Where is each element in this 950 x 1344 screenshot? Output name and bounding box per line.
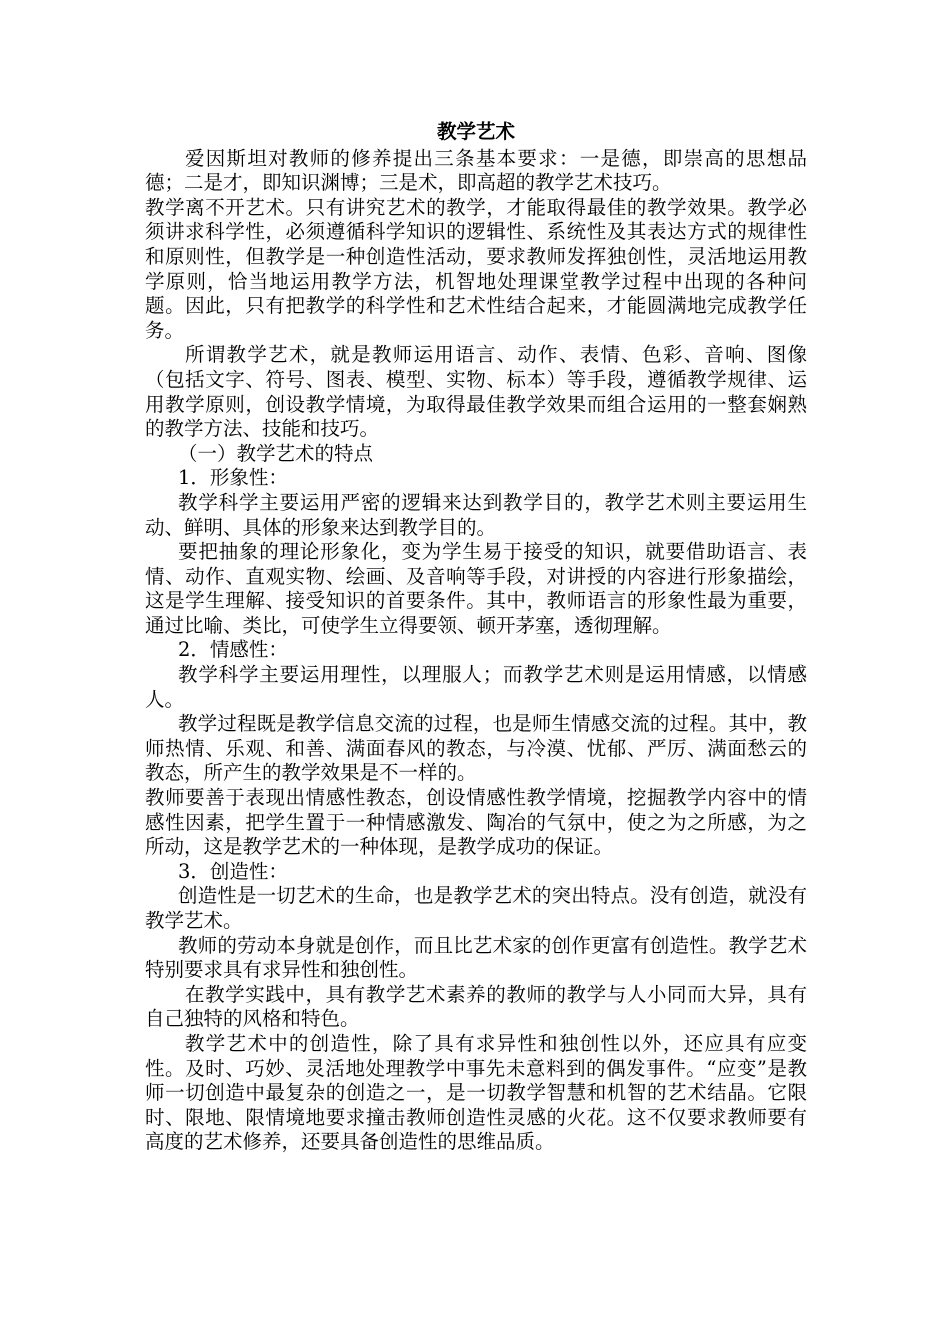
paragraph-definition: 所谓教学艺术，就是教师运用语言、动作、表情、色彩、音响、图像（包括文字、符号、图表、模型、实物、标本）等手段，遵循教学规律、运用教学原则，创设教学情境，为取得最佳教学效果而组合运用的一整套娴熟的教学方法、技能和技巧。 <box>145 343 807 441</box>
paragraph-emotion-3: 教师要善于表现出情感性教态，创设情感性教学情境，挖掘教学内容中的情感性因素，把学生置于一种情感激发、陶冶的气氛中，使之为之所感，为之所动，这是教学艺术的一种体现，是教学成功的保证。 <box>145 786 807 859</box>
paragraph-creativity-2: 教师的劳动本身就是创作，而且比艺术家的创作更富有创造性。教学艺术特别要求具有求异性和独创性。 <box>145 933 807 982</box>
paragraph-creativity-3: 在教学实践中，具有教学艺术素养的教师的教学与人小同而大异，具有自己独特的风格和特色。 <box>145 982 807 1031</box>
paragraph-creativity-4: 教学艺术中的创造性，除了具有求异性和独创性以外，还应具有应变性。及时、巧妙、灵活地处理教学中事先未意料到的偶发事件。“应变”是教师一切创造中最复杂的创造之一，是一切教学智慧和机智的艺术结晶。它限时、限地、限情境地要求撞击教师创造性灵感的火花。这不仅要求教师要有高度的艺术修养，还要具备创造性的思维品质。 <box>145 1031 807 1154</box>
paragraph-imagery-1: 教学科学主要运用严密的逻辑来达到教学目的，教学艺术则主要运用生动、鲜明、具体的形象来达到教学目的。 <box>145 490 807 539</box>
paragraph-einstein: 爱因斯坦对教师的修养提出三条基本要求：一是德，即崇高的思想品德；二是才，即知识渊博；三是术，即高超的教学艺术技巧。 <box>145 146 807 195</box>
document-title: 教学艺术 <box>436 120 515 143</box>
subheading-creativity: 3．创造性： <box>178 859 288 883</box>
subheading-emotion: 2．情感性： <box>178 638 288 662</box>
paragraph-emotion-2: 教学过程既是教学信息交流的过程，也是师生情感交流的过程。其中，教师热情、乐观、和善、满面春风的教态，与冷漠、忧郁、严厉、满面愁云的教态，所产生的教学效果是不一样的。 <box>145 712 807 785</box>
subheading-imagery: 1．形象性： <box>178 466 288 490</box>
paragraph-art-and-science: 教学离不开艺术。只有讲究艺术的教学，才能取得最佳的教学效果。教学必须讲求科学性，必须遵循科学知识的逻辑性、系统性及其表达方式的规律性和原则性，但教学是一种创造性活动，要求教师发挥独创性，灵活地运用教学原则，恰当地运用教学方法，机智地处理课堂教学过程中出现的各种问题。因此，只有把教学的科学性和艺术性结合起来，才能圆满地完成教学任务。 <box>145 195 807 342</box>
paragraph-emotion-1: 教学科学主要运用理性，以理服人；而教学艺术则是运用情感，以情感人。 <box>145 663 807 711</box>
document-page <box>145 120 807 1155</box>
paragraph-creativity-1: 创造性是一切艺术的生命，也是教学艺术的突出特点。没有创造，就没有教学艺术。 <box>145 884 807 932</box>
section-heading-features: （一）教学艺术的特点 <box>178 441 374 465</box>
paragraph-imagery-2: 要把抽象的理论形象化，变为学生易于接受的知识，就要借助语言、表情、动作、直观实物、绘画、及音响等手段，对讲授的内容进行形象描绘，这是学生理解、接受知识的首要条件。其中，教师语言的形象性最为重要，通过比喻、类比，可使学生立得要领、顿开茅塞，透彻理解。 <box>145 540 807 637</box>
